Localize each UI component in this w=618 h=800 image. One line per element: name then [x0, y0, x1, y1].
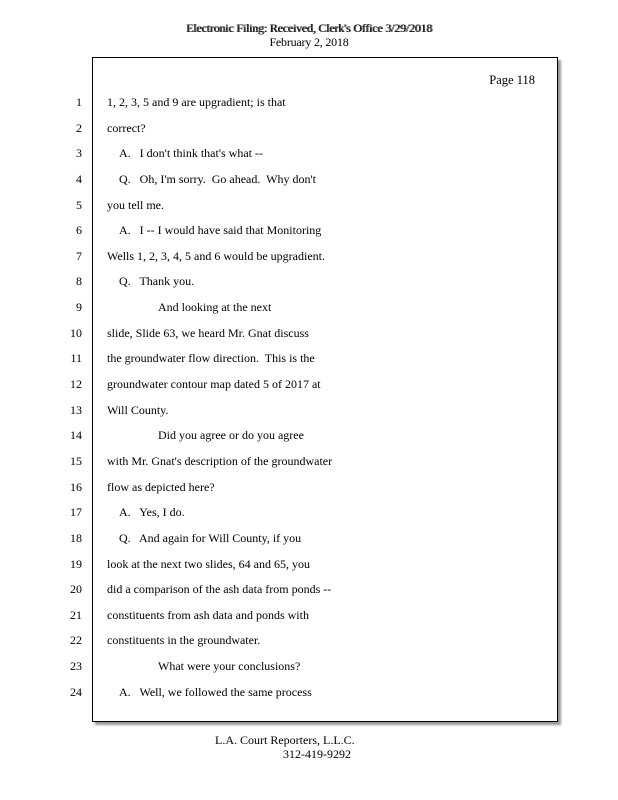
transcript-line: Did you agree or do you agree — [158, 428, 304, 443]
line-number: 12 — [70, 377, 82, 392]
line-number: 8 — [76, 274, 82, 289]
line-number-column — [54, 95, 82, 710]
transcript-line: constituents in the groundwater. — [107, 633, 261, 648]
transcript-line: Q. And again for Will County, if you — [119, 530, 302, 545]
line-number: 15 — [70, 453, 82, 468]
transcript-line: 1, 2, 3, 5 and 9 are upgradient; is that — [107, 95, 286, 109]
line-number: 21 — [70, 607, 82, 622]
page-number: Page 118 — [489, 73, 535, 87]
transcript-line: correct? — [107, 120, 146, 135]
line-number: 22 — [70, 633, 82, 648]
transcript-line: constituents from ash data and ponds with — [107, 607, 309, 622]
line-number: 24 — [70, 684, 82, 699]
transcript-line: A. I -- I would have said that Monitoring — [119, 223, 322, 238]
line-number: 14 — [70, 428, 82, 443]
transcript-line: Q. Oh, I'm sorry. Go ahead. Why don't — [119, 171, 316, 186]
transcript-line: flow as depicted here? — [107, 479, 215, 494]
transcript-line: slide, Slide 63, we heard Mr. Gnat discuss — [107, 325, 309, 340]
transcript-line: did a comparison of the ash data from ponds -- — [107, 582, 332, 597]
transcript-line: A. Well, we followed the same process — [119, 684, 312, 699]
line-number: 11 — [70, 351, 82, 366]
transcript-line: And looking at the next — [158, 300, 272, 315]
electronic-filing-stamp: Electronic Filing: Received, Clerk's Office 3/29/2018 — [186, 21, 432, 35]
line-number: 5 — [76, 197, 82, 212]
transcript-line: A. I don't think that's what -- — [119, 146, 263, 161]
transcript-line: groundwater contour map dated 5 of 2017 at — [107, 377, 321, 392]
transcript-body — [107, 95, 547, 710]
transcript-line: the groundwater flow direction. This is the — [107, 351, 315, 366]
line-number: 7 — [76, 248, 82, 263]
transcript-line: Wells 1, 2, 3, 4, 5 and 6 would be upgradient. — [107, 248, 325, 263]
line-number: 16 — [70, 479, 82, 494]
transcript-line: look at the next two slides, 64 and 65, you — [107, 556, 310, 571]
court-reporter-phone: 312-419-9292 — [283, 747, 351, 761]
line-number: 9 — [76, 300, 82, 315]
line-number: 18 — [70, 530, 82, 545]
line-number: 1 — [76, 95, 82, 109]
line-number: 20 — [70, 582, 82, 597]
transcript-line: Q. Thank you. — [119, 274, 195, 289]
line-number: 2 — [76, 120, 82, 135]
line-number: 13 — [70, 402, 82, 417]
line-number: 23 — [70, 659, 82, 674]
line-number: 19 — [70, 556, 82, 571]
transcript-line: with Mr. Gnat's description of the groundwater — [107, 453, 333, 468]
transcript-line: Will County. — [107, 402, 169, 417]
filing-header — [0, 22, 618, 49]
hearing-date: February 2, 2018 — [269, 35, 349, 49]
line-number: 3 — [76, 146, 82, 161]
transcript-line: What were your conclusions? — [158, 659, 301, 674]
court-reporter-name: L.A. Court Reporters, L.L.C. — [215, 733, 355, 747]
line-number: 17 — [70, 505, 82, 520]
transcript-line: A. Yes, I do. — [119, 505, 185, 520]
line-number: 4 — [76, 171, 82, 186]
line-number: 10 — [70, 325, 82, 340]
transcript-line: you tell me. — [107, 197, 164, 212]
line-number: 6 — [76, 223, 82, 238]
